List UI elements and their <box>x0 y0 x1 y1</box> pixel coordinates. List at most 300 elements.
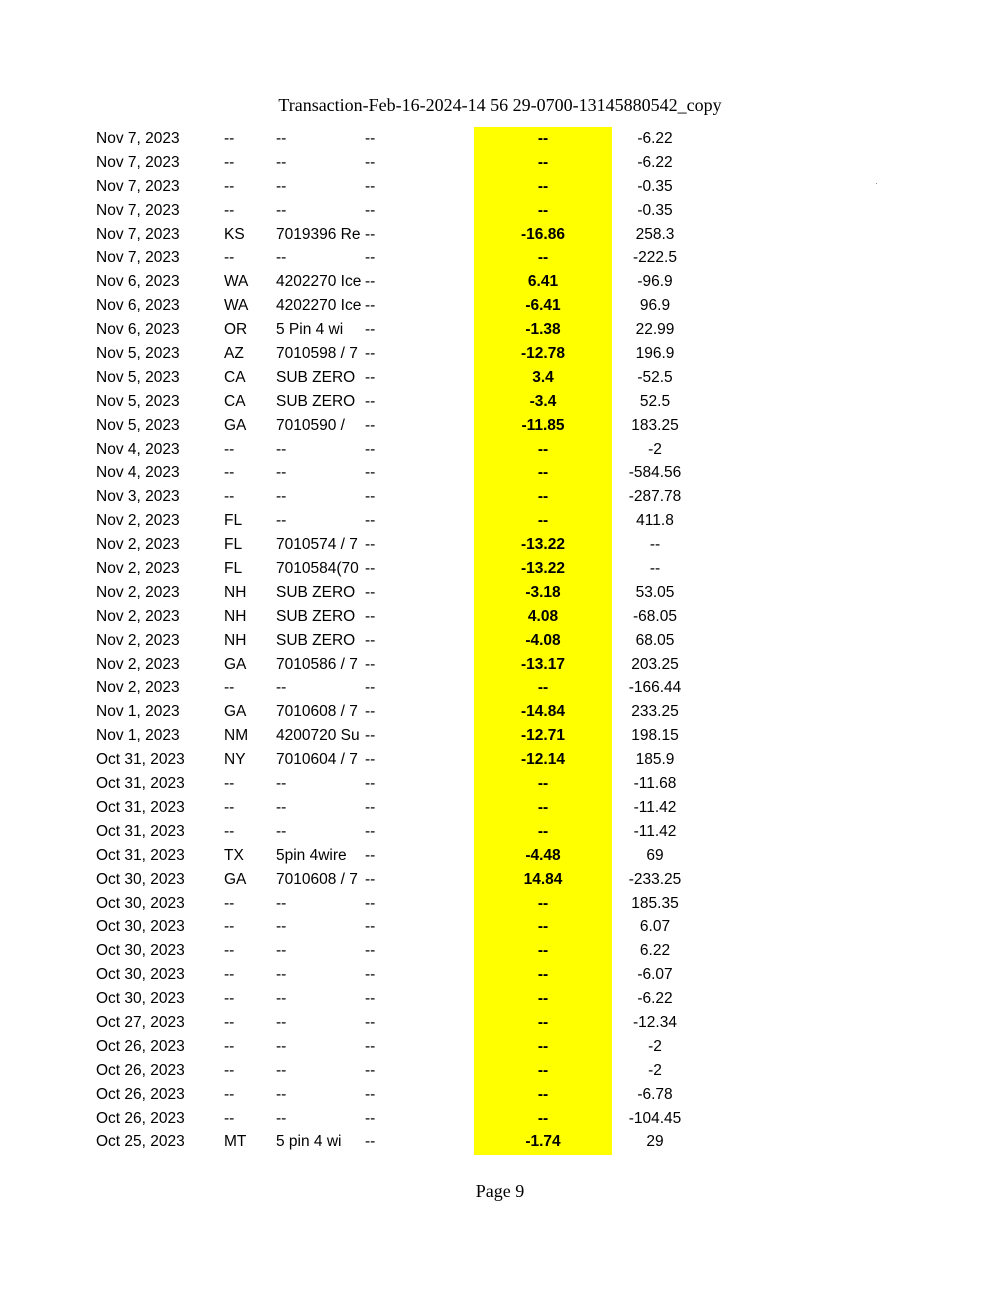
transaction-date: Oct 25, 2023 <box>96 1133 185 1151</box>
transaction-amount: -14.84 <box>521 703 565 721</box>
transaction-description: -- <box>276 918 287 936</box>
transaction-state: NH <box>224 631 247 649</box>
transaction-amount: -12.71 <box>521 727 565 745</box>
transaction-description: 7010608 / 7 <box>276 703 358 721</box>
transaction-state: GA <box>224 416 247 434</box>
transaction-state: WA <box>224 273 249 291</box>
table-row <box>0 892 1000 916</box>
transaction-description: -- <box>276 153 287 171</box>
transaction-value: 183.25 <box>631 416 679 434</box>
transaction-amount: 3.4 <box>532 368 554 386</box>
transaction-column-4: -- <box>365 153 376 171</box>
transaction-state: -- <box>224 1085 235 1103</box>
transaction-amount: 4.08 <box>527 607 559 625</box>
transaction-column-4: -- <box>365 1061 376 1079</box>
transaction-state: -- <box>224 153 235 171</box>
table-row <box>0 748 1000 772</box>
table-row <box>0 390 1000 414</box>
transaction-column-4: -- <box>365 368 376 386</box>
transaction-date: Oct 26, 2023 <box>96 1085 185 1103</box>
transaction-state: -- <box>224 249 235 267</box>
transaction-column-4: -- <box>365 416 376 434</box>
table-row <box>0 509 1000 533</box>
transaction-amount: -1.38 <box>525 321 561 339</box>
transaction-date: Nov 7, 2023 <box>96 153 180 171</box>
transaction-state: KS <box>224 225 245 243</box>
transaction-date: Nov 2, 2023 <box>96 536 180 554</box>
table-row <box>0 485 1000 509</box>
transaction-state: -- <box>224 918 235 936</box>
transaction-column-4: -- <box>365 631 376 649</box>
table-row <box>0 342 1000 366</box>
table-row <box>0 533 1000 557</box>
table-row <box>0 939 1000 963</box>
transaction-value: 96.9 <box>639 297 671 315</box>
transaction-amount: -13.17 <box>521 655 565 673</box>
table-row <box>0 629 1000 653</box>
transaction-state: -- <box>224 942 235 960</box>
transaction-date: Nov 2, 2023 <box>96 607 180 625</box>
transaction-value: -166.44 <box>628 679 682 697</box>
transaction-state: -- <box>224 488 235 506</box>
transaction-value: -0.35 <box>637 201 673 219</box>
transaction-value: 6.22 <box>639 942 671 960</box>
transaction-value: 53.05 <box>635 583 675 601</box>
transaction-amount: -12.14 <box>521 751 565 769</box>
transaction-amount: 14.84 <box>523 870 563 888</box>
transaction-value: 411.8 <box>636 512 674 530</box>
transaction-description: 7010604 / 7 <box>276 751 358 769</box>
transaction-description: 4200720 Su <box>276 727 360 745</box>
table-row <box>0 868 1000 892</box>
transaction-value: 22.99 <box>635 321 675 339</box>
table-row <box>0 700 1000 724</box>
transaction-value: -- <box>649 560 661 578</box>
transaction-state: -- <box>224 201 235 219</box>
transaction-amount: -- <box>537 1061 549 1079</box>
transaction-description: -- <box>276 488 287 506</box>
table-row <box>0 557 1000 581</box>
table-row <box>0 844 1000 868</box>
transaction-description: -- <box>276 775 287 793</box>
transaction-value: -11.42 <box>633 822 677 840</box>
table-row <box>0 820 1000 844</box>
transaction-state: -- <box>224 177 235 195</box>
transaction-description: 7010598 / 7 <box>276 345 358 363</box>
transaction-date: Oct 31, 2023 <box>96 846 185 864</box>
transaction-date: Nov 5, 2023 <box>96 345 180 363</box>
transaction-value: 69 <box>646 846 664 864</box>
transaction-date: Nov 1, 2023 <box>96 727 180 745</box>
transaction-value: 258.3 <box>635 225 675 243</box>
transaction-value: -6.22 <box>637 990 673 1008</box>
transaction-state: -- <box>224 464 235 482</box>
transaction-date: Nov 6, 2023 <box>96 321 180 339</box>
table-row <box>0 987 1000 1011</box>
transaction-amount: -- <box>537 894 549 912</box>
table-row <box>0 676 1000 700</box>
transaction-amount: -13.22 <box>521 536 565 554</box>
transaction-description: 7019396 Re <box>276 225 361 243</box>
transaction-date: Nov 2, 2023 <box>96 512 180 530</box>
transaction-state: FL <box>224 536 243 554</box>
table-row <box>0 318 1000 342</box>
transaction-amount: -- <box>537 130 549 147</box>
transaction-date: Nov 5, 2023 <box>96 392 180 410</box>
transaction-value: -12.34 <box>633 1013 677 1031</box>
table-row <box>0 199 1000 223</box>
transaction-date: Nov 7, 2023 <box>96 249 180 267</box>
table-row <box>0 605 1000 629</box>
transaction-value: -6.22 <box>637 153 673 171</box>
transaction-state: -- <box>224 679 235 697</box>
transaction-state: -- <box>224 440 235 458</box>
transaction-amount: -- <box>537 942 549 960</box>
transaction-description: -- <box>276 1037 287 1055</box>
transaction-description: -- <box>276 464 287 482</box>
transaction-description: 7010608 / 7 <box>276 870 358 888</box>
transaction-value: 233.25 <box>631 703 679 721</box>
transaction-value: -584.56 <box>628 464 682 482</box>
transaction-amount: -6.41 <box>525 297 561 315</box>
transaction-column-4: -- <box>365 1013 376 1031</box>
transaction-description: -- <box>276 966 287 984</box>
transaction-value: -6.78 <box>637 1085 673 1103</box>
transaction-column-4: -- <box>365 655 376 673</box>
transaction-state: GA <box>224 703 247 721</box>
transaction-value: -52.5 <box>637 368 673 386</box>
transaction-value: -11.68 <box>633 775 677 793</box>
transaction-description: -- <box>276 1085 287 1103</box>
transaction-amount: -- <box>537 775 549 793</box>
transaction-column-4: -- <box>365 846 376 864</box>
stray-dot <box>876 183 877 184</box>
transaction-date: Nov 5, 2023 <box>96 416 180 434</box>
transaction-date: Nov 6, 2023 <box>96 273 180 291</box>
table-row <box>0 294 1000 318</box>
table-row <box>0 151 1000 175</box>
transaction-state: -- <box>224 1109 235 1127</box>
transaction-value: 203.25 <box>631 655 679 673</box>
transaction-state: -- <box>224 894 235 912</box>
table-row <box>0 1107 1000 1131</box>
table-row <box>0 772 1000 796</box>
transaction-state: TX <box>224 846 244 864</box>
transaction-state: CA <box>224 368 246 386</box>
transaction-column-4: -- <box>365 249 376 267</box>
transaction-date: Nov 1, 2023 <box>96 703 180 721</box>
transaction-column-4: -- <box>365 536 376 554</box>
transaction-state: -- <box>224 1061 235 1079</box>
transaction-date: Nov 2, 2023 <box>96 679 180 697</box>
transaction-description: -- <box>276 894 287 912</box>
transaction-date: Nov 2, 2023 <box>96 631 180 649</box>
transaction-state: -- <box>224 798 235 816</box>
transaction-column-4: -- <box>365 798 376 816</box>
transaction-column-4: -- <box>365 297 376 315</box>
table-row <box>0 1083 1000 1107</box>
table-row <box>0 414 1000 438</box>
transaction-state: WA <box>224 297 249 315</box>
transaction-date: Oct 26, 2023 <box>96 1061 185 1079</box>
transaction-amount: -3.18 <box>525 583 561 601</box>
transaction-state: GA <box>224 655 247 673</box>
transaction-description: SUB ZERO <box>276 583 356 601</box>
transaction-state: -- <box>224 990 235 1008</box>
transaction-column-4: -- <box>365 321 376 339</box>
transaction-state: -- <box>224 775 235 793</box>
transaction-column-4: -- <box>365 392 376 410</box>
table-row <box>0 246 1000 270</box>
transaction-column-4: -- <box>365 130 376 147</box>
transaction-amount: -4.48 <box>525 846 561 864</box>
transaction-description: SUB ZERO <box>276 392 356 410</box>
transaction-description: 5pin 4wire <box>276 846 347 864</box>
transaction-description: 5 pin 4 wi <box>276 1133 342 1151</box>
transaction-column-4: -- <box>365 1133 376 1151</box>
transaction-column-4: -- <box>365 1109 376 1127</box>
transaction-column-4: -- <box>365 751 376 769</box>
transaction-date: Oct 30, 2023 <box>96 966 185 984</box>
transaction-amount: -4.08 <box>525 631 561 649</box>
transaction-state: NH <box>224 607 247 625</box>
transaction-amount: -- <box>537 1013 549 1031</box>
transaction-value: 29 <box>646 1133 664 1151</box>
transaction-state: -- <box>224 966 235 984</box>
transaction-value: 68.05 <box>635 631 675 649</box>
transaction-column-4: -- <box>365 345 376 363</box>
table-row <box>0 915 1000 939</box>
transaction-amount: -1.74 <box>525 1133 561 1151</box>
transaction-amount: -- <box>537 464 549 482</box>
transaction-value: -104.45 <box>628 1109 682 1127</box>
transaction-date: Oct 30, 2023 <box>96 942 185 960</box>
transaction-date: Nov 7, 2023 <box>96 225 180 243</box>
transaction-state: NH <box>224 583 247 601</box>
transaction-description: -- <box>276 440 287 458</box>
transaction-amount: -- <box>537 440 549 458</box>
transaction-description: 7010590 / <box>276 416 345 434</box>
transaction-state: FL <box>224 560 243 578</box>
transaction-value: -2 <box>648 440 662 458</box>
transaction-date: Nov 2, 2023 <box>96 560 180 578</box>
transaction-description: -- <box>276 1109 287 1127</box>
transaction-value: 198.15 <box>631 727 679 745</box>
transaction-value: 185.35 <box>631 894 679 912</box>
transaction-date: Oct 30, 2023 <box>96 990 185 1008</box>
transaction-value: -222.5 <box>633 249 677 267</box>
table-row <box>0 963 1000 987</box>
transaction-date: Oct 30, 2023 <box>96 918 185 936</box>
transaction-column-4: -- <box>365 177 376 195</box>
transaction-column-4: -- <box>365 822 376 840</box>
transaction-description: 4202270 Ice <box>276 297 362 315</box>
table-row <box>0 1035 1000 1059</box>
transaction-date: Oct 26, 2023 <box>96 1109 185 1127</box>
transaction-date: Nov 4, 2023 <box>96 440 180 458</box>
transaction-amount: -- <box>537 822 549 840</box>
transaction-column-4: -- <box>365 583 376 601</box>
transaction-amount: -- <box>537 990 549 1008</box>
transaction-state: AZ <box>224 345 244 363</box>
transaction-date: Oct 31, 2023 <box>96 751 185 769</box>
transaction-state: OR <box>224 321 248 339</box>
transaction-table <box>0 127 1000 1154</box>
transaction-description: -- <box>276 1013 287 1031</box>
table-row <box>0 223 1000 247</box>
transaction-value: -68.05 <box>633 607 677 625</box>
table-row <box>0 796 1000 820</box>
transaction-amount: -16.86 <box>521 225 565 243</box>
transaction-column-4: -- <box>365 607 376 625</box>
transaction-value: -11.42 <box>633 798 677 816</box>
transaction-description: 7010574 / 7 <box>276 536 358 554</box>
transaction-description: -- <box>276 1061 287 1079</box>
transaction-column-4: -- <box>365 894 376 912</box>
transaction-column-4: -- <box>365 966 376 984</box>
transaction-column-4: -- <box>365 1085 376 1103</box>
transaction-description: SUB ZERO <box>276 368 356 386</box>
transaction-description: -- <box>276 798 287 816</box>
transaction-date: Oct 31, 2023 <box>96 798 185 816</box>
transaction-date: Oct 26, 2023 <box>96 1037 185 1055</box>
transaction-description: -- <box>276 942 287 960</box>
transaction-column-4: -- <box>365 440 376 458</box>
transaction-date: Nov 7, 2023 <box>96 177 180 195</box>
transaction-date: Nov 7, 2023 <box>96 201 180 219</box>
transaction-amount: -- <box>537 1085 549 1103</box>
transaction-column-4: -- <box>365 727 376 745</box>
transaction-date: Nov 3, 2023 <box>96 488 180 506</box>
transaction-state: -- <box>224 1013 235 1031</box>
transaction-amount: -3.4 <box>529 392 557 410</box>
transaction-value: -2 <box>648 1061 662 1079</box>
transaction-amount: -- <box>537 679 549 697</box>
transaction-amount: -- <box>537 488 549 506</box>
transaction-value: 196.9 <box>635 345 675 363</box>
transaction-column-4: -- <box>365 464 376 482</box>
transaction-description: -- <box>276 822 287 840</box>
transaction-state: NM <box>224 727 249 745</box>
transaction-date: Oct 27, 2023 <box>96 1013 185 1031</box>
transaction-amount: -- <box>537 177 549 195</box>
transaction-amount: -12.78 <box>521 345 565 363</box>
table-row <box>0 724 1000 748</box>
transaction-value: -233.25 <box>628 870 682 888</box>
transaction-value: -6.07 <box>637 966 673 984</box>
transaction-description: 4202270 Ice <box>276 273 362 291</box>
table-row <box>0 1059 1000 1083</box>
transaction-column-4: -- <box>365 488 376 506</box>
transaction-description: -- <box>276 249 287 267</box>
transaction-description: -- <box>276 990 287 1008</box>
transaction-amount: -- <box>537 918 549 936</box>
transaction-value: 52.5 <box>639 392 671 410</box>
transaction-amount: -- <box>537 966 549 984</box>
transaction-value: -287.78 <box>628 488 682 506</box>
transaction-column-4: -- <box>365 1037 376 1055</box>
transaction-date: Nov 2, 2023 <box>96 655 180 673</box>
transaction-date: Oct 31, 2023 <box>96 822 185 840</box>
transaction-state: FL <box>224 512 243 530</box>
transaction-description: -- <box>276 679 287 697</box>
transaction-amount: 6.41 <box>527 273 559 291</box>
transaction-state: -- <box>224 130 235 147</box>
transaction-amount: -- <box>537 201 549 219</box>
table-row <box>0 438 1000 462</box>
transaction-column-4: -- <box>365 775 376 793</box>
transaction-column-4: -- <box>365 870 376 888</box>
transaction-column-4: -- <box>365 560 376 578</box>
transaction-amount: -- <box>537 798 549 816</box>
page-number: Page 9 <box>475 1181 525 1201</box>
transaction-state: -- <box>224 1037 235 1055</box>
table-row <box>0 270 1000 294</box>
transaction-value: 185.9 <box>635 751 675 769</box>
transaction-amount: -- <box>537 512 549 530</box>
transaction-column-4: -- <box>365 512 376 530</box>
transaction-column-4: -- <box>365 273 376 291</box>
transaction-value: 6.07 <box>639 918 671 936</box>
transaction-description: SUB ZERO <box>276 607 356 625</box>
table-row <box>0 175 1000 199</box>
transaction-date: Nov 2, 2023 <box>96 583 180 601</box>
transaction-column-4: -- <box>365 990 376 1008</box>
transaction-description: SUB ZERO <box>276 631 356 649</box>
transaction-date: Nov 4, 2023 <box>96 464 180 482</box>
transaction-amount: -- <box>537 1109 549 1127</box>
table-row <box>0 461 1000 485</box>
transaction-date: Oct 31, 2023 <box>96 775 185 793</box>
transaction-date: Nov 7, 2023 <box>96 130 180 147</box>
transaction-amount: -11.85 <box>521 416 565 434</box>
table-row <box>0 653 1000 677</box>
transaction-state: CA <box>224 392 246 410</box>
transaction-description: 5 Pin 4 wi <box>276 321 344 339</box>
transaction-state: -- <box>224 822 235 840</box>
transaction-description: -- <box>276 201 287 219</box>
transaction-date: Nov 5, 2023 <box>96 368 180 386</box>
table-row <box>0 1130 1000 1154</box>
transaction-description: -- <box>276 512 287 530</box>
transaction-state: GA <box>224 870 247 888</box>
table-row <box>0 581 1000 605</box>
transaction-column-4: -- <box>365 942 376 960</box>
table-row <box>0 366 1000 390</box>
transaction-column-4: -- <box>365 679 376 697</box>
transaction-value: -96.9 <box>637 273 673 291</box>
transaction-state: MT <box>224 1133 247 1151</box>
transaction-column-4: -- <box>365 918 376 936</box>
transaction-amount: -13.22 <box>521 560 565 578</box>
transaction-description: 7010586 / 7 <box>276 655 358 673</box>
transaction-state: NY <box>224 751 246 769</box>
transaction-column-4: -- <box>365 201 376 219</box>
transaction-amount: -- <box>537 153 549 171</box>
transaction-amount: -- <box>537 1037 549 1055</box>
transaction-value: -0.35 <box>637 177 673 195</box>
page-title: Transaction-Feb-16-2024-14 56 29-0700-13145880542_copy <box>278 95 722 115</box>
transaction-date: Oct 30, 2023 <box>96 894 185 912</box>
transaction-column-4: -- <box>365 703 376 721</box>
transaction-column-4: -- <box>365 225 376 243</box>
transaction-date: Oct 30, 2023 <box>96 870 185 888</box>
transaction-description: -- <box>276 177 287 195</box>
transaction-value: -6.22 <box>637 130 673 147</box>
table-row <box>0 127 1000 151</box>
transaction-amount: -- <box>537 249 549 267</box>
table-row <box>0 1011 1000 1035</box>
